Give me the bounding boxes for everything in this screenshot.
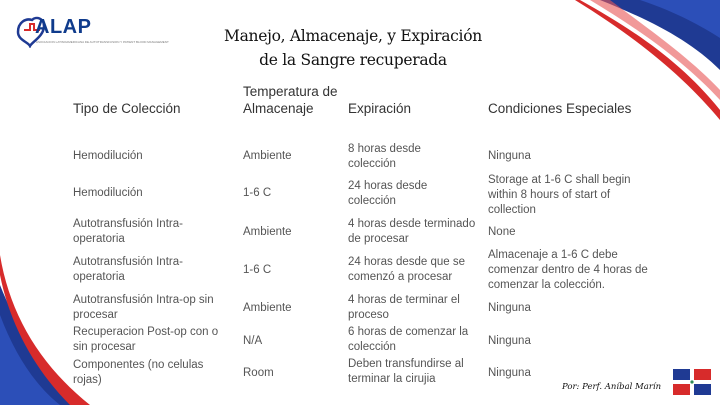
- table-cell: Ambiente: [243, 226, 292, 238]
- table-cell: 6 horas de comenzar la colección: [348, 326, 469, 353]
- table-cell: Ninguna: [488, 367, 531, 379]
- table-cell: 1-6 C: [243, 187, 272, 199]
- title-line-1: Manejo, Almacenaje, y Expiración: [224, 27, 482, 45]
- author-signature: Por: Perf. Aníbal Marín: [562, 382, 662, 392]
- table-cell: Recuperacion Post-op con o sin procesar: [73, 326, 219, 353]
- table-cell: 24 horas desde colección: [348, 180, 428, 207]
- table-cell: Room: [243, 367, 274, 379]
- table-cell: Ambiente: [243, 150, 292, 162]
- table-cell: Storage at 1-6 C shall begin within 8 hours of start of collection: [488, 174, 631, 216]
- table-cell: 4 horas de terminar el proceso: [348, 294, 460, 321]
- table-cell: Ninguna: [488, 302, 531, 314]
- table-cell: Almacenaje a 1-6 C debe comenzar dentro de 4 horas de comenzar la colección.: [488, 249, 648, 291]
- header-tipo: Tipo de Colección: [73, 101, 181, 116]
- table-cell: Deben transfundirse al terminar la cirujia: [348, 358, 464, 385]
- table-cell: 1-6 C: [243, 264, 272, 276]
- header-expiracion: Expiración: [348, 101, 412, 116]
- table-cell: 24 horas desde que se comenzó a procesar: [348, 256, 466, 283]
- logo-text: ALAP: [35, 16, 92, 38]
- table-cell: 4 horas desde terminado de procesar: [348, 218, 476, 245]
- table-cell: None: [488, 226, 516, 238]
- table-cell: Componentes (no celulas rojas): [73, 359, 204, 386]
- header-temperatura: Temperatura de Almacenaje: [243, 84, 338, 116]
- table-cell: Autotransfusión Intra-operatoria: [73, 218, 183, 245]
- table-cell: Autotransfusión Intra-operatoria: [73, 256, 183, 283]
- logo-subtitle: ASOCIACION LATINOAMERICANA DE AUTOTRANSFUSION Y PATIENT BLOOD MANAGEMENT: [36, 40, 169, 44]
- page-title: [218, 24, 488, 72]
- table-cell: 8 horas desde colección: [348, 143, 421, 170]
- table-cell: Ninguna: [488, 150, 531, 162]
- table-cell: Ninguna: [488, 335, 531, 347]
- table-cell: Hemodilución: [73, 187, 143, 199]
- dominican-flag-icon: [673, 369, 711, 395]
- title-line-2: de la Sangre recuperada: [259, 51, 447, 69]
- header-condiciones: Condiciones Especiales: [488, 101, 632, 116]
- table-cell: N/A: [243, 335, 263, 347]
- table-cell: Hemodilución: [73, 150, 143, 162]
- table-cell: Ambiente: [243, 302, 292, 314]
- table-cell: Autotransfusión Intra-op sin procesar: [73, 294, 214, 321]
